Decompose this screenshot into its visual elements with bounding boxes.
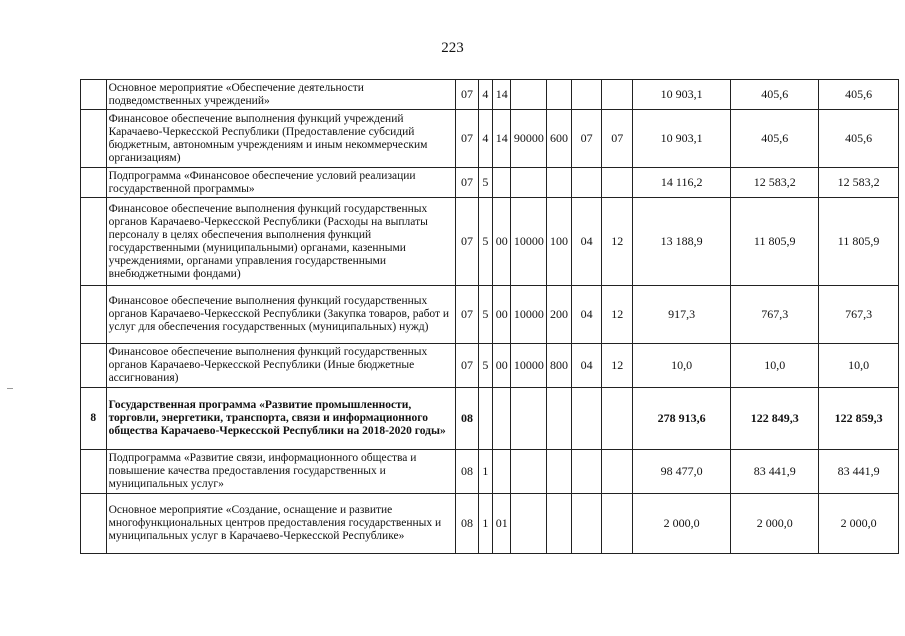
code-subprogram: 5 xyxy=(478,198,492,286)
code-section xyxy=(571,494,602,554)
code-expense-type: 200 xyxy=(547,286,572,344)
code-section: 04 xyxy=(571,286,602,344)
code-event: 00 xyxy=(493,344,511,388)
row-description: Подпрограмма «Развитие связи, информационного общества и повышение качества предоставления государственных и муниципальных услуг» xyxy=(106,450,456,494)
amount-2019: 122 849,3 xyxy=(731,388,819,450)
code-direction xyxy=(511,388,547,450)
code-subsection: 12 xyxy=(602,344,633,388)
amount-2020: 10,0 xyxy=(819,344,899,388)
code-event: 01 xyxy=(493,494,511,554)
code-subprogram: 1 xyxy=(478,494,492,554)
code-subsection: 07 xyxy=(602,110,633,168)
amount-2020: 2 000,0 xyxy=(819,494,899,554)
code-expense-type xyxy=(547,388,572,450)
amount-2018: 10 903,1 xyxy=(633,80,731,110)
code-direction xyxy=(511,168,547,198)
code-subsection: 12 xyxy=(602,198,633,286)
code-subprogram xyxy=(478,388,492,450)
code-direction xyxy=(511,450,547,494)
amount-2020: 767,3 xyxy=(819,286,899,344)
row-description: Подпрограмма «Финансовое обеспечение условий реализации государственной программы» xyxy=(106,168,456,198)
table-row xyxy=(81,286,899,344)
code-subsection xyxy=(602,450,633,494)
row-description: Основное мероприятие «Обеспечение деятельности подведомственных учреждений» xyxy=(106,80,456,110)
code-section: 04 xyxy=(571,198,602,286)
code-ministry: 07 xyxy=(456,168,478,198)
amount-2020: 12 583,2 xyxy=(819,168,899,198)
code-subsection xyxy=(602,168,633,198)
table-row xyxy=(81,168,899,198)
amount-2018: 917,3 xyxy=(633,286,731,344)
table-row xyxy=(81,344,899,388)
amount-2019: 405,6 xyxy=(731,110,819,168)
row-description: Финансовое обеспечение выполнения функций учреждений Карачаево-Черкесской Республики (Предоставление субсидий бюджетным, автономным учреждениям и иным некоммерческим организациям) xyxy=(106,110,456,168)
amount-2019: 2 000,0 xyxy=(731,494,819,554)
code-event xyxy=(493,450,511,494)
row-number xyxy=(81,344,107,388)
code-section: 07 xyxy=(571,110,602,168)
row-description: Финансовое обеспечение выполнения функций государственных органов Карачаево-Черкесской Республики (Расходы на выплаты персоналу в целях обеспечения выполнения функций государственными (муниципальными) органами, казенными учреждениями, органами управления государственными внебюджетными фондами) xyxy=(106,198,456,286)
amount-2018: 10,0 xyxy=(633,344,731,388)
amount-2019: 405,6 xyxy=(731,80,819,110)
code-expense-type xyxy=(547,450,572,494)
code-subprogram: 5 xyxy=(478,344,492,388)
amount-2020: 122 859,3 xyxy=(819,388,899,450)
code-subsection xyxy=(602,494,633,554)
code-ministry: 08 xyxy=(456,450,478,494)
code-ministry: 07 xyxy=(456,80,478,110)
code-event: 00 xyxy=(493,286,511,344)
amount-2020: 405,6 xyxy=(819,110,899,168)
code-subprogram: 5 xyxy=(478,286,492,344)
code-subsection: 12 xyxy=(602,286,633,344)
code-ministry: 08 xyxy=(456,494,478,554)
row-description: Финансовое обеспечение выполнения функций государственных органов Карачаево-Черкесской Республики (Закупка товаров, работ и услуг для обеспечения государственных (муниципальных) нужд) xyxy=(106,286,456,344)
code-direction: 10000 xyxy=(511,344,547,388)
code-event xyxy=(493,388,511,450)
code-expense-type: 800 xyxy=(547,344,572,388)
amount-2018: 98 477,0 xyxy=(633,450,731,494)
code-expense-type xyxy=(547,168,572,198)
amount-2020: 11 805,9 xyxy=(819,198,899,286)
code-subprogram: 4 xyxy=(478,110,492,168)
budget-table xyxy=(80,79,899,554)
code-subprogram: 1 xyxy=(478,450,492,494)
amount-2019: 767,3 xyxy=(731,286,819,344)
amount-2019: 83 441,9 xyxy=(731,450,819,494)
amount-2020: 83 441,9 xyxy=(819,450,899,494)
code-direction: 10000 xyxy=(511,286,547,344)
row-number xyxy=(81,110,107,168)
code-direction xyxy=(511,494,547,554)
budget-table-body xyxy=(81,80,899,554)
code-expense-type: 100 xyxy=(547,198,572,286)
code-expense-type xyxy=(547,494,572,554)
code-ministry: 07 xyxy=(456,110,478,168)
row-number: 8 xyxy=(81,388,107,450)
code-ministry: 07 xyxy=(456,198,478,286)
table-row xyxy=(81,494,899,554)
code-direction: 90000 xyxy=(511,110,547,168)
row-number xyxy=(81,286,107,344)
code-section xyxy=(571,80,602,110)
code-section xyxy=(571,388,602,450)
code-event xyxy=(493,168,511,198)
amount-2018: 13 188,9 xyxy=(633,198,731,286)
amount-2018: 2 000,0 xyxy=(633,494,731,554)
code-event: 14 xyxy=(493,80,511,110)
amount-2020: 405,6 xyxy=(819,80,899,110)
amount-2018: 278 913,6 xyxy=(633,388,731,450)
code-section xyxy=(571,450,602,494)
code-direction: 10000 xyxy=(511,198,547,286)
row-number xyxy=(81,450,107,494)
code-section xyxy=(571,168,602,198)
amount-2018: 14 116,2 xyxy=(633,168,731,198)
row-number xyxy=(81,198,107,286)
code-direction xyxy=(511,80,547,110)
code-ministry: 07 xyxy=(456,286,478,344)
code-subprogram: 4 xyxy=(478,80,492,110)
row-description: Финансовое обеспечение выполнения функций государственных органов Карачаево-Черкесской Республики (Иные бюджетные ассигнования) xyxy=(106,344,456,388)
table-row xyxy=(81,450,899,494)
scan-artifact xyxy=(7,388,13,389)
code-section: 04 xyxy=(571,344,602,388)
code-event: 14 xyxy=(493,110,511,168)
table-row xyxy=(81,198,899,286)
row-number xyxy=(81,168,107,198)
table-row xyxy=(81,80,899,110)
row-number xyxy=(81,494,107,554)
amount-2019: 10,0 xyxy=(731,344,819,388)
table-row xyxy=(81,110,899,168)
row-number xyxy=(81,80,107,110)
page-number: 223 xyxy=(441,40,464,56)
amount-2018: 10 903,1 xyxy=(633,110,731,168)
row-description: Основное мероприятие «Создание, оснащение и развитие многофункциональных центров предоставления государственных и муниципальных услуг в Карачаево-Черкесской Республике» xyxy=(106,494,456,554)
table-row xyxy=(81,388,899,450)
row-description: Государственная программа «Развитие промышленности, торговли, энергетики, транспорта, связи и информационного общества Карачаево-Черкесской Республики на 2018-2020 годы» xyxy=(106,388,456,450)
amount-2019: 11 805,9 xyxy=(731,198,819,286)
code-ministry: 08 xyxy=(456,388,478,450)
code-subprogram: 5 xyxy=(478,168,492,198)
code-expense-type: 600 xyxy=(547,110,572,168)
code-expense-type xyxy=(547,80,572,110)
code-subsection xyxy=(602,80,633,110)
code-subsection xyxy=(602,388,633,450)
amount-2019: 12 583,2 xyxy=(731,168,819,198)
code-ministry: 07 xyxy=(456,344,478,388)
code-event: 00 xyxy=(493,198,511,286)
